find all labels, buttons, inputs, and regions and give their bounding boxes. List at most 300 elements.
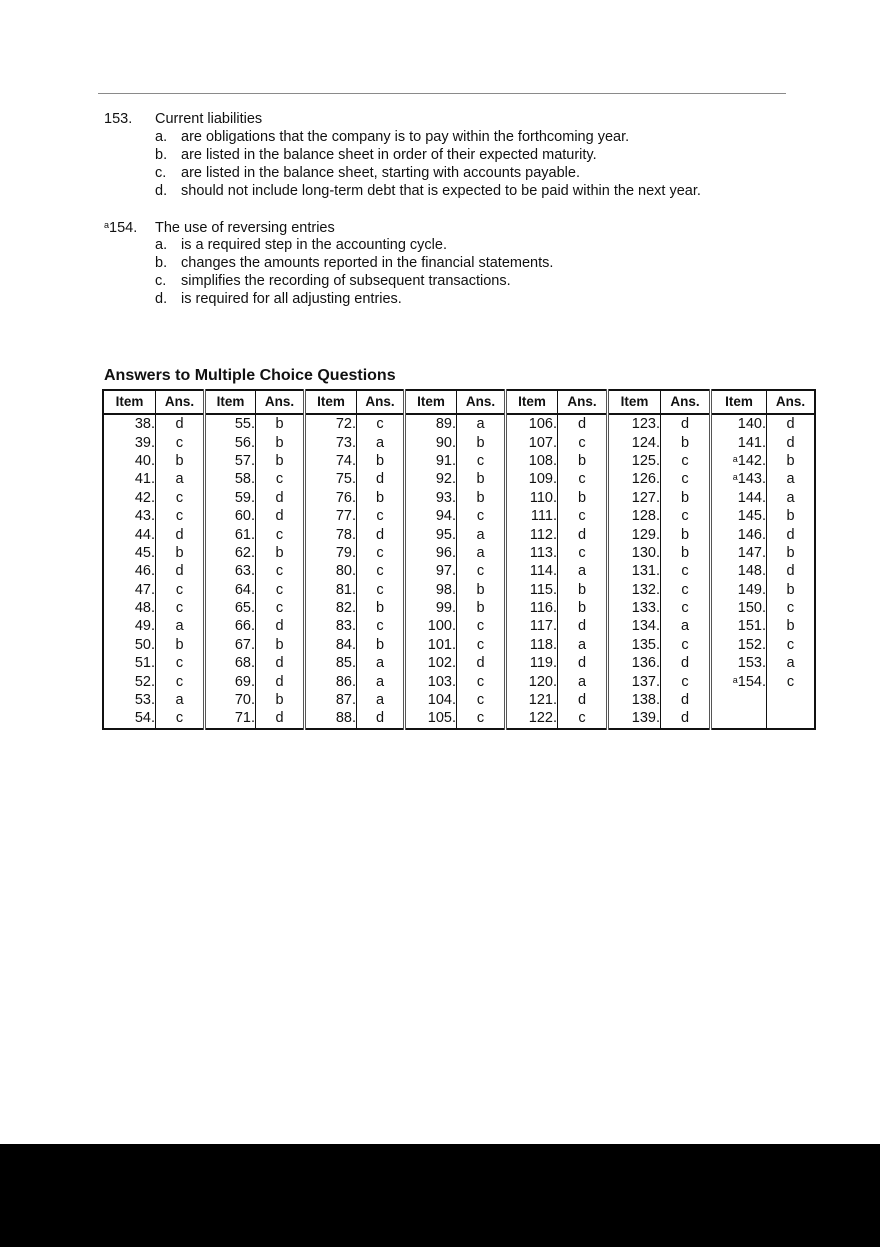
item-answer: a (661, 617, 711, 635)
item-number: 107. (506, 433, 558, 451)
item-number: 148. (711, 562, 767, 580)
item-answer: c (256, 562, 305, 580)
item-number: 132. (608, 581, 661, 599)
item-answer: c (156, 672, 205, 690)
option-c (155, 272, 511, 290)
item-number: 58. (205, 470, 256, 488)
item-answer: b (558, 452, 608, 470)
option-text: is a required step in the accounting cycle. (181, 237, 447, 253)
item-number: 56. (205, 433, 256, 451)
item-answer: d (156, 562, 205, 580)
column-header-item: Item (711, 390, 767, 414)
table-row (103, 636, 815, 654)
item-answer: b (558, 489, 608, 507)
table-row (103, 489, 815, 507)
item-number: 151. (711, 617, 767, 635)
table-row (103, 507, 815, 525)
column-header-answer: Ans. (457, 390, 506, 414)
item-number: $^a$154. (711, 672, 767, 690)
item-answer: a (457, 544, 506, 562)
item-number: 84. (305, 636, 357, 654)
option-a (155, 236, 447, 254)
table-row (103, 654, 815, 672)
item-answer: c (661, 452, 711, 470)
item-number: 72. (305, 414, 357, 433)
item-number: 83. (305, 617, 357, 635)
item-number: 87. (305, 691, 357, 709)
item-answer: b (661, 433, 711, 451)
question-stem: Current liabilities (155, 111, 263, 127)
bottom-black-bar (0, 1144, 880, 1247)
item-answer: c (661, 507, 711, 525)
option-text: are obligations that the company is to pay within the forthcoming year. (181, 129, 630, 145)
item-answer: b (357, 489, 405, 507)
item-answer: b (256, 544, 305, 562)
item-answer: b (457, 489, 506, 507)
column-header-item: Item (205, 390, 256, 414)
item-answer: b (256, 636, 305, 654)
item-number: 144. (711, 489, 767, 507)
item-superscript: a (732, 453, 738, 464)
table-row (103, 544, 815, 562)
item-answer: b (457, 470, 506, 488)
item-number: 139. (608, 709, 661, 728)
item-number: 105. (405, 709, 457, 728)
item-number: 62. (205, 544, 256, 562)
item-number (711, 691, 767, 709)
item-answer: d (767, 525, 816, 543)
item-number: 50. (134, 636, 155, 653)
item-answer: b (156, 544, 205, 562)
item-number: 112. (506, 525, 558, 543)
table-row (103, 599, 815, 617)
table-row (103, 691, 815, 709)
item-number: 45. (134, 544, 155, 561)
question-number-text: 153. (104, 111, 133, 127)
option-text: are listed in the balance sheet, starting with accounts payable. (181, 165, 580, 181)
item-answer: c (661, 636, 711, 654)
item-answer: c (661, 581, 711, 599)
option-letter: b. (155, 147, 168, 163)
item-number: 54. (134, 710, 155, 727)
item-number: 131. (608, 562, 661, 580)
item-answer: c (156, 433, 205, 451)
item-number: 106. (506, 414, 558, 433)
item-answer: c (357, 507, 405, 525)
item-number: 81. (305, 581, 357, 599)
item-answer: c (256, 525, 305, 543)
item-answer: a (156, 691, 205, 709)
item-number: 47. (134, 581, 155, 598)
table-row (103, 470, 815, 488)
item-answer: b (256, 414, 305, 433)
item-answer: a (357, 654, 405, 672)
item-number: $^a$143. (711, 470, 767, 488)
item-answer: d (558, 654, 608, 672)
item-number: 126. (608, 470, 661, 488)
item-answer: c (357, 414, 405, 433)
item-number: 123. (608, 414, 661, 433)
item-answer: d (357, 525, 405, 543)
item-answer: c (156, 654, 205, 672)
item-number: 53. (134, 692, 155, 709)
item-number: 80. (305, 562, 357, 580)
item-number: 111. (506, 507, 558, 525)
item-answer: b (767, 507, 816, 525)
item-number: 113. (506, 544, 558, 562)
item-number: 115. (506, 581, 558, 599)
item-answer: b (457, 599, 506, 617)
item-number: 44. (134, 526, 155, 543)
item-answer: c (661, 599, 711, 617)
item-answer: d (156, 414, 205, 433)
item-answer: c (558, 709, 608, 728)
item-answer: b (661, 525, 711, 543)
item-number: 135. (608, 636, 661, 654)
item-answer: c (457, 636, 506, 654)
question-stem: The use of reversing entries (155, 220, 335, 236)
item-number: 133. (608, 599, 661, 617)
item-answer: d (661, 691, 711, 709)
item-answer: d (558, 617, 608, 635)
item-answer: d (558, 525, 608, 543)
table-row (103, 525, 815, 543)
item-answer: d (256, 709, 305, 728)
item-answer: d (256, 489, 305, 507)
item-number: 61. (205, 525, 256, 543)
item-number: 93. (405, 489, 457, 507)
column-header-answer: Ans. (357, 390, 405, 414)
item-answer: a (558, 672, 608, 690)
item-answer: b (767, 581, 816, 599)
item-answer: c (661, 562, 711, 580)
option-a (155, 128, 629, 146)
option-d (155, 290, 402, 308)
item-number: 117. (506, 617, 558, 635)
item-answer: d (558, 414, 608, 433)
option-text: is required for all adjusting entries. (181, 291, 402, 307)
item-answer: c (558, 507, 608, 525)
item-answer: b (767, 544, 816, 562)
item-answer: c (256, 599, 305, 617)
table-row (103, 617, 815, 635)
item-number: 91. (405, 452, 457, 470)
item-number: 109. (506, 470, 558, 488)
item-answer: b (661, 489, 711, 507)
item-answer: c (558, 544, 608, 562)
item-number: 52. (134, 673, 155, 690)
item-answer: d (357, 470, 405, 488)
item-number: 99. (405, 599, 457, 617)
header-rule (98, 93, 786, 94)
item-number: 101. (405, 636, 457, 654)
item-answer: b (457, 433, 506, 451)
item-answer: c (457, 709, 506, 728)
item-answer: c (156, 599, 205, 617)
item-number: 137. (608, 672, 661, 690)
answers-table-header (103, 390, 815, 414)
option-letter: b. (155, 255, 168, 271)
item-answer: d (661, 654, 711, 672)
item-answer: c (767, 636, 816, 654)
item-number: 110. (506, 489, 558, 507)
item-number: 39. (134, 434, 155, 451)
item-answer: b (357, 599, 405, 617)
item-number: 68. (205, 654, 256, 672)
item-answer: b (558, 599, 608, 617)
item-number (711, 709, 767, 728)
item-answer: b (661, 544, 711, 562)
item-answer: b (357, 636, 405, 654)
item-answer: b (256, 452, 305, 470)
item-answer: d (256, 654, 305, 672)
item-number: 77. (305, 507, 357, 525)
item-number: 79. (305, 544, 357, 562)
option-text: changes the amounts reported in the financial statements. (181, 255, 554, 271)
item-number: 140. (711, 414, 767, 433)
question-number (104, 110, 154, 128)
item-number: 95. (405, 525, 457, 543)
item-answer: a (357, 691, 405, 709)
item-number: 128. (608, 507, 661, 525)
item-number: 138. (608, 691, 661, 709)
column-header-item: Item (103, 390, 156, 414)
item-number: 76. (305, 489, 357, 507)
table-row (103, 414, 815, 433)
item-answer: d (256, 507, 305, 525)
column-header-answer: Ans. (256, 390, 305, 414)
item-number: 64. (205, 581, 256, 599)
item-answer: c (457, 562, 506, 580)
item-answer (767, 691, 816, 709)
item-number: 121. (506, 691, 558, 709)
item-answer: c (457, 507, 506, 525)
item-number: 74. (305, 452, 357, 470)
option-letter: d. (155, 183, 168, 199)
item-number: 89. (405, 414, 457, 433)
column-header-item: Item (405, 390, 457, 414)
item-answer: d (256, 617, 305, 635)
item-answer: c (357, 581, 405, 599)
option-b (155, 146, 597, 164)
column-header-item: Item (305, 390, 357, 414)
item-superscript: a (732, 674, 738, 685)
table-row (103, 709, 815, 728)
item-number: 141. (711, 433, 767, 451)
item-answer: b (357, 452, 405, 470)
column-header-answer: Ans. (156, 390, 205, 414)
option-text: are listed in the balance sheet in order of their expected maturity. (181, 147, 597, 163)
answers-table (102, 389, 816, 730)
item-number: $^a$142. (711, 452, 767, 470)
item-number: 73. (305, 433, 357, 451)
table-row (103, 452, 815, 470)
option-d (155, 182, 701, 200)
item-answer: a (457, 414, 506, 433)
item-number: 48. (134, 600, 155, 617)
item-answer: c (256, 470, 305, 488)
question-superscript: a (104, 220, 110, 230)
option-letter: d. (155, 291, 168, 307)
item-number: 125. (608, 452, 661, 470)
item-number: 102. (405, 654, 457, 672)
item-answer: d (558, 691, 608, 709)
item-number: 122. (506, 709, 558, 728)
item-number: 70. (205, 691, 256, 709)
item-number: 94. (405, 507, 457, 525)
item-answer: c (357, 617, 405, 635)
item-answer: a (767, 654, 816, 672)
column-header-answer: Ans. (558, 390, 608, 414)
item-answer: c (558, 470, 608, 488)
item-answer: b (156, 452, 205, 470)
item-number: 63. (205, 562, 256, 580)
item-answer: d (156, 525, 205, 543)
item-answer: c (357, 562, 405, 580)
item-number: 65. (205, 599, 256, 617)
item-answer: b (156, 636, 205, 654)
item-answer: a (558, 562, 608, 580)
item-number: 153. (711, 654, 767, 672)
item-number: 118. (506, 636, 558, 654)
item-answer: b (457, 581, 506, 599)
option-text: simplifies the recording of subsequent transactions. (181, 273, 511, 289)
item-answer: c (661, 470, 711, 488)
option-text: should not include long-term debt that is expected to be paid within the next year. (181, 183, 701, 199)
table-row (103, 672, 815, 690)
item-answer: c (357, 544, 405, 562)
item-number: 40. (134, 452, 155, 469)
item-answer: a (767, 489, 816, 507)
item-number: 86. (305, 672, 357, 690)
item-answer: c (767, 599, 816, 617)
item-answer: c (767, 672, 816, 690)
item-number: 130. (608, 544, 661, 562)
item-number: 103. (405, 672, 457, 690)
item-number: 60. (205, 507, 256, 525)
item-number: 85. (305, 654, 357, 672)
item-number: 88. (305, 709, 357, 728)
item-answer: c (661, 672, 711, 690)
item-number: 78. (305, 525, 357, 543)
item-answer: b (558, 581, 608, 599)
item-answer: b (256, 433, 305, 451)
item-answer: d (767, 414, 816, 433)
item-answer: d (767, 433, 816, 451)
item-answer: a (457, 525, 506, 543)
option-letter: a. (155, 129, 168, 145)
item-answer: c (156, 507, 205, 525)
item-number: 67. (205, 636, 256, 654)
table-row (103, 581, 815, 599)
item-answer: c (156, 489, 205, 507)
option-b (155, 254, 553, 272)
item-number: 145. (711, 507, 767, 525)
item-answer: a (156, 617, 205, 635)
column-header-item: Item (506, 390, 558, 414)
item-number: 120. (506, 672, 558, 690)
item-number: 82. (305, 599, 357, 617)
item-answer: a (767, 470, 816, 488)
item-number: 108. (506, 452, 558, 470)
item-number: 149. (711, 581, 767, 599)
item-superscript: a (732, 472, 738, 483)
item-answer: b (767, 617, 816, 635)
question-number (104, 219, 154, 237)
item-number: 104. (405, 691, 457, 709)
item-answer: c (457, 691, 506, 709)
item-number: 90. (405, 433, 457, 451)
item-number: 59. (205, 489, 256, 507)
item-answer: c (558, 433, 608, 451)
item-answer: c (156, 581, 205, 599)
item-answer: b (767, 452, 816, 470)
item-number: 147. (711, 544, 767, 562)
item-number: 57. (205, 452, 256, 470)
table-row (103, 433, 815, 451)
item-number: 69. (205, 672, 256, 690)
answers-title: Answers to Multiple Choice Questions (104, 367, 396, 384)
answers-table-body (103, 414, 815, 729)
item-number: 119. (506, 654, 558, 672)
column-header-answer: Ans. (767, 390, 816, 414)
item-answer: d (767, 562, 816, 580)
item-answer: d (256, 672, 305, 690)
item-answer: a (558, 636, 608, 654)
option-letter: c. (155, 165, 167, 181)
item-number: 150. (711, 599, 767, 617)
item-answer: c (256, 581, 305, 599)
item-number: 92. (405, 470, 457, 488)
item-number: 124. (608, 433, 661, 451)
item-number: 43. (134, 508, 155, 525)
item-number: 41. (134, 471, 155, 488)
item-answer: d (357, 709, 405, 728)
item-answer: d (661, 414, 711, 433)
item-number: 114. (506, 562, 558, 580)
item-answer: d (457, 654, 506, 672)
item-answer: a (357, 672, 405, 690)
question-number-text: 154. (109, 220, 138, 236)
option-letter: a. (155, 237, 168, 253)
item-number: 129. (608, 525, 661, 543)
item-answer: d (661, 709, 711, 728)
item-number: 98. (405, 581, 457, 599)
item-number: 100. (405, 617, 457, 635)
item-number: 49. (134, 618, 155, 635)
item-number: 66. (205, 617, 256, 635)
item-number: 134. (608, 617, 661, 635)
item-answer: c (457, 672, 506, 690)
item-answer (767, 709, 816, 728)
option-c (155, 164, 580, 182)
item-answer: c (156, 709, 205, 728)
item-number: 71. (205, 709, 256, 728)
column-header-item: Item (608, 390, 661, 414)
item-answer: c (457, 617, 506, 635)
item-number: 97. (405, 562, 457, 580)
item-number: 42. (134, 489, 155, 506)
item-number: 96. (405, 544, 457, 562)
item-number: 127. (608, 489, 661, 507)
option-letter: c. (155, 273, 167, 289)
item-number: 38. (134, 416, 155, 433)
item-number: 136. (608, 654, 661, 672)
item-number: 75. (305, 470, 357, 488)
item-answer: a (156, 470, 205, 488)
item-number: 146. (711, 525, 767, 543)
item-answer: a (357, 433, 405, 451)
